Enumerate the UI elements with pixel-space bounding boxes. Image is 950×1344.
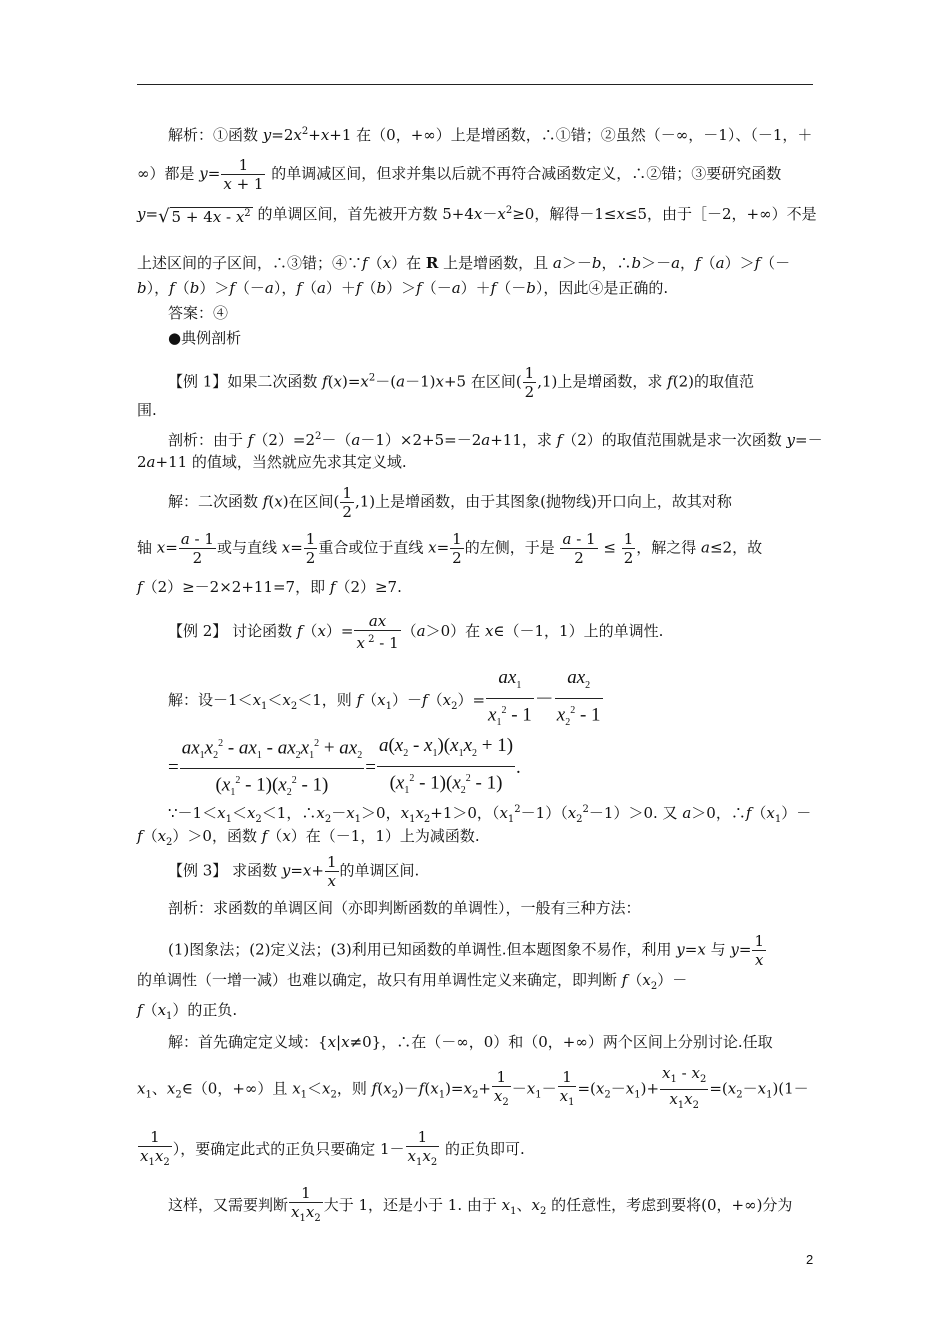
example-1-analysis-1: 剖析：由于 $f(2)=2^2-(a-1)\times 2+5=-2a+11$，求 f（2）的取值范围就是求一次函数 y=－: [168, 431, 823, 449]
example-3-analysis-3: 的单调性（一增一减）也难以确定，故只有用单调性定义来确定，即判断 $f(x_2)-$: [137, 971, 688, 992]
example-1-line-2: 围.: [137, 401, 157, 419]
header-rule: [137, 84, 813, 85]
example-1-label: 【例 1】: [168, 372, 228, 391]
example-3-line: 【例 3】 求函数 y=x+ $\frac{1}{x}$ 的单调区间.: [168, 853, 420, 890]
analysis-line-4: 上述区间的子区间，∴③错；④∵f（x）在 R 上是增函数，且 a＞－b，∴b＞－a，f（a）＞f（－: [137, 254, 791, 272]
solution-label: 解：: [168, 492, 199, 511]
example-2-solution-1: 解：设$-1<x_1<x_2<1$，则 $f(x_1)-f(x_2)=$ $\frac{ax_1}{x_1^2 - 1}$ － $\frac{ax_2}{x_2^2 - 1}$: [168, 667, 601, 728]
example-2-line: 【例 2】 讨论函数 f（x）= $\frac{ax}{x ^2 - 1}$ （a＞0）在 x∈（－1，1）上的单调性.: [168, 612, 664, 652]
page-number: 2: [806, 1252, 814, 1267]
example-2-solution-4: $f(x_2)>0$，函数 f（x）在（－1，1）上为减函数.: [137, 827, 480, 848]
example-3-analysis-1: 剖析：求函数的单调区间（亦即判断函数的单调性），一般有三种方法：: [168, 899, 641, 917]
example-2-solution-3: $\because-1<x_1<x_2<1$，$\therefore x_2-x_1>0$，$x_1x_2+1>0$，$(x_1^2-1)(x_2^2-1)>0$. 又 a＞0，$\therefore f(x_1)-$: [168, 804, 812, 825]
example-1-solution-1: 解：二次函数 f(x)在区间( $\frac{1}{2}$ ,1)上是增函数，由于其图象(抛物线)开口向上，故其对称: [168, 484, 732, 521]
example-2-label: 【例 2】: [168, 622, 228, 640]
example-3-solution-2: $x_1$、$x_2\in(0$，+∞）且 $x_1<x_2$，则 $f(x_2)-f(x_1)=x_2+$ $\frac{1}{x_2}$ $-x_1-$ $\frac{1}{x_1}$ $=(x_2-x_1)+$ $\frac{x_1 - x_2}{x_1x_2}$ $=(x_2-x_1)(1-$: [137, 1064, 809, 1111]
example-3-label: 【例 3】: [168, 861, 228, 880]
solution-label: 解：: [168, 1033, 199, 1051]
example-3-solution-4: 这样，又需要判断 $\frac{1}{x_1x_2}$ 大于 1，还是小于 1. 由于 $x_1$、$x_2$ 的任意性，考虑到要将(0，+∞)分为: [168, 1184, 793, 1224]
example-1-solution-2: 轴 x= $\frac{a - 1}{2}$ 或与直线 x= $\frac{1}{2}$ 重合或位于直线 x= $\frac{1}{2}$ 的左侧，于是 $\frac{a - 1}{2}$ ≤ $\frac{1}{2}$ ，解之得 a≤2，故: [137, 530, 763, 567]
solution-label: 解：: [168, 690, 199, 709]
example-1-analysis-2: 2a+11 的值域，当然就应先求其定义域.: [137, 453, 407, 471]
example-3-analysis-4: $f(x_1)$的正负.: [137, 1001, 238, 1022]
example-3-analysis-2: (1)图象法；(2)定义法；(3)利用已知函数的单调性.但本题图象不易作，利用 y=x 与 y= $\frac{1}{x}$: [168, 932, 764, 969]
analysis-line-2: ∞）都是 y= $\frac{1}{x + 1}$ 的单调减区间，但求并集以后就不再符合减函数定义，∴②错；③要研究函数: [137, 156, 782, 193]
example-3-solution-1: 解：首先确定定义域：{x|x≠0}，∴在（－∞，0）和（0，+∞）两个区间上分别讨论.任取: [168, 1033, 773, 1051]
examples-heading: ●典例剖析: [168, 329, 242, 347]
analysis-line-5: b），f（b）＞f（－a），f（a）＋f（b）＞f（－a）＋f（－b），因此④是正确的.: [137, 279, 669, 297]
analysis-label: 解析：: [168, 126, 214, 144]
analysis-label: 剖析：: [168, 899, 214, 917]
example-3-solution-3: $\frac{1}{x_1x_2}$ ），要确定此式的正负只要确定 1－ $\frac{1}{x_1x_2}$ 的正负即可.: [140, 1128, 525, 1168]
analysis-line-1: 解析：①函数 $y=2x^2+x+1$ 在（0，+∞）上是增函数，∴①错；②虽然（－∞，－1）、（－1，＋: [168, 126, 813, 144]
analysis-label: 剖析：: [168, 431, 214, 449]
answer-line: 答案：④: [168, 304, 229, 322]
example-1-line-1: 【例 1】如果二次函数 $f(x)=x^2-(a-1)x+5$ 在区间( $\frac{1}{2}$ ,1)上是增函数，求 f(2)的取值范: [168, 364, 754, 401]
example-1-solution-3: f（2）≥－2×2+11=7，即 f（2）≥7.: [137, 578, 402, 596]
example-2-solution-2: = $\frac{ax_1x_2^2 - ax_1 - ax_2x_1^2 + ax_2}{(x_1^2 - 1)(x_2^2 - 1)}$ = $\frac{a(x_2 - x_1)(x_1x_2 + 1)}{(x_1^2 - 1)(x_2^2 - 1)}$ .: [168, 732, 848, 805]
analysis-line-3: y=√ $5 + 4x - x^2$ 的单调区间，首先被开方数 $5+4x-x^2\ge 0$，解得－1≤x≤5，由于［－2，+∞）不是: [137, 205, 817, 227]
